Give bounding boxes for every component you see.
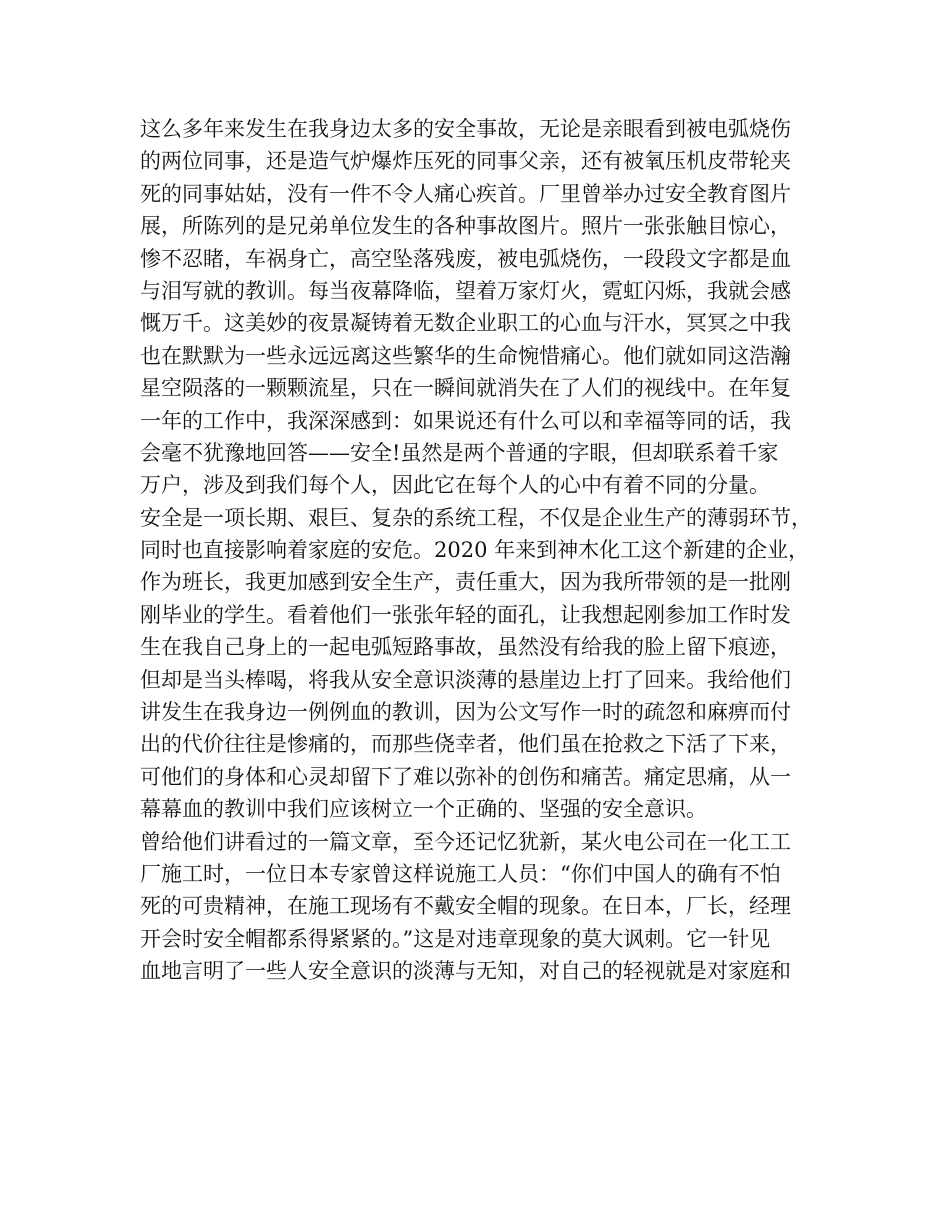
text-line: 讲发生在我身边一例例血的教训，因为公文写作一时的疏忽和麻痹而付 — [140, 700, 791, 725]
text-line: 的两位同事，还是造气炉爆炸压死的同事父亲，还有被氧压机皮带轮夹 — [140, 149, 791, 174]
text-line: 一年的工作中，我深深感到：如果说还有什么可以和幸福等同的话，我 — [140, 408, 791, 433]
text-line: 曾给他们讲看过的一篇文章，至今还记忆犹新，某火电公司在一化工工 — [140, 829, 791, 854]
text-line: 血地言明了一些人安全意识的淡薄与无知，对自己的轻视就是对家庭和 — [140, 959, 791, 984]
text-line: 同时也直接影响着家庭的安危。2020 年来到神木化工这个新建的企业， — [140, 538, 810, 563]
text-line: 幕幕血的教训中我们应该树立一个正确的、坚强的安全意识。 — [140, 797, 707, 822]
text-line: 安全是一项长期、艰巨、复杂的系统工程，不仅是企业生产的薄弱环节， — [140, 505, 812, 530]
text-line: 开会时安全帽都系得紧紧的。”这是对违章现象的莫大讽刺。它一针见 — [140, 926, 771, 951]
text-line: 展，所陈列的是兄弟单位发生的各种事故图片。照片一张张触目惊心， — [140, 214, 791, 239]
text-line: 死的同事姑姑，没有一件不令人痛心疾首。厂里曾举办过安全教育图片 — [140, 181, 791, 206]
text-line: 这么多年来发生在我身边太多的安全事故，无论是亲眼看到被电弧烧伤 — [140, 117, 791, 141]
text-line: 会毫不犹豫地回答——安全!虽然是两个普通的字眼，但却联系着千家 — [140, 440, 779, 465]
text-line: 厂施工时，一位日本专家曾这样说施工人员：“你们中国人的确有不怕 — [140, 861, 781, 886]
text-line: 出的代价往往是惨痛的，而那些侥幸者，他们虽在抢救之下活了下来， — [140, 732, 791, 757]
text-line: 生在我自己身上的一起电弧短路事故，虽然没有给我的脸上留下痕迹， — [140, 635, 791, 660]
text-line: 与泪写就的教训。每当夜幕降临，望着万家灯火，霓虹闪烁，我就会感 — [140, 278, 791, 303]
text-line: 万户，涉及到我们每个人，因此它在每个人的心中有着不同的分量。 — [140, 473, 770, 498]
text-line: 惨不忍睹，车祸身亡，高空坠落残废，被电弧烧伤，一段段文字都是血 — [140, 246, 791, 271]
text-line: 刚毕业的学生。看着他们一张张年轻的面孔，让我想起刚参加工作时发 — [140, 602, 791, 627]
text-line: 慨万千。这美妙的夜景凝铸着无数企业职工的心血与汗水，冥冥之中我 — [140, 311, 791, 336]
body-text — [140, 113, 830, 988]
text-line: 作为班长，我更加感到安全生产，责任重大，因为我所带领的是一批刚 — [140, 570, 791, 595]
text-line: 但却是当头棒喝，将我从安全意识淡薄的悬崖边上打了回来。我给他们 — [140, 667, 791, 692]
text-line: 星空陨落的一颗颗流星，只在一瞬间就消失在了人们的视线中。在年复 — [140, 376, 791, 401]
text-line: 可他们的身体和心灵却留下了难以弥补的创伤和痛苦。痛定思痛，从一 — [140, 764, 791, 789]
text-line: 死的可贵精神，在施工现场有不戴安全帽的现象。在日本，厂长，经理 — [140, 894, 791, 919]
text-line: 也在默默为一些永远远离这些繁华的生命惋惜痛心。他们就如同这浩瀚 — [140, 343, 791, 368]
